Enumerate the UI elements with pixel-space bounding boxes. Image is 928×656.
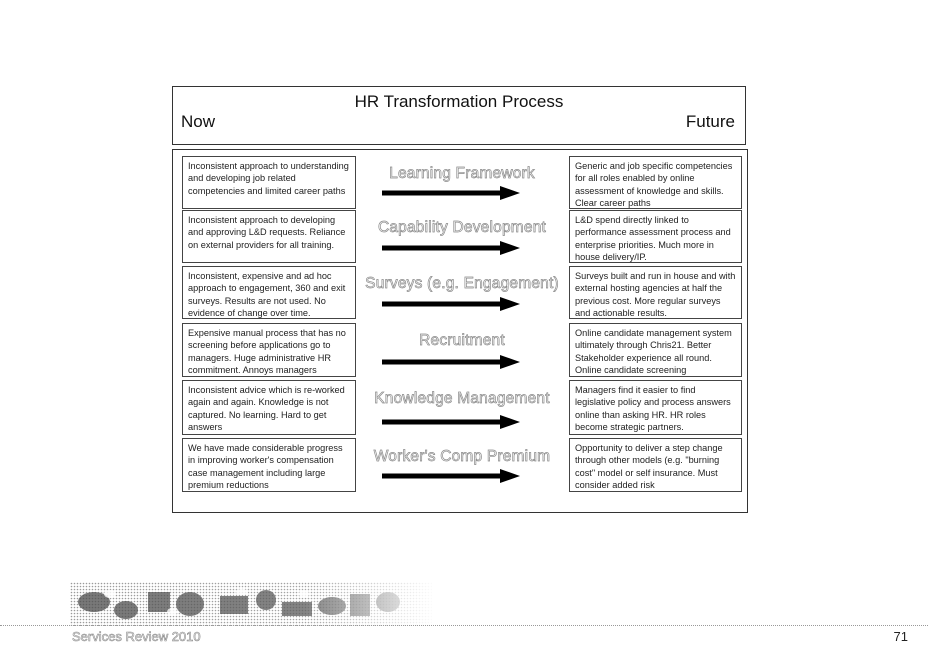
future-cell-learning: Generic and job specific competencies for all roles enabled by online assessment of knowledge and skills. Clear career paths xyxy=(569,156,742,209)
arrow-right-icon xyxy=(382,415,520,429)
now-cell-learning: Inconsistent approach to understanding and developing job related competencies and limited career paths xyxy=(182,156,356,209)
page-number: 71 xyxy=(893,629,908,644)
footer-divider xyxy=(0,625,928,626)
footer-title: Services Review 2010 xyxy=(72,629,201,644)
arrow-right-icon xyxy=(382,186,520,200)
process-label-surveys: Surveys (e.g. Engagement) xyxy=(365,275,559,292)
header-box xyxy=(172,86,746,145)
future-cell-workers-comp: Opportunity to deliver a step change through other models (e.g. "burning cost" model or self insurance. Must consider added risk xyxy=(569,438,742,492)
process-label-learning: Learning Framework xyxy=(389,165,535,182)
now-cell-knowledge: Inconsistent advice which is re-worked again and again. Knowledge is not captured. No learning. Hard to get answers xyxy=(182,380,356,435)
arrow-right-icon xyxy=(382,241,520,255)
process-label-knowledge: Knowledge Management xyxy=(374,390,550,407)
future-cell-recruitment: Online candidate management system ultimately through Chris21. Better Stakeholder experience all round. Online candidate screening xyxy=(569,323,742,377)
now-cell-workers-comp: We have made considerable progress in improving worker's compensation case management including large premium reductions xyxy=(182,438,356,492)
process-label-recruitment: Recruitment xyxy=(419,332,505,349)
future-label: Future xyxy=(685,112,735,131)
now-cell-capability: Inconsistent approach to developing and approving L&D requests. Reliance on external providers for all training. xyxy=(182,210,356,263)
process-label-workers-comp: Worker's Comp Premium xyxy=(373,448,551,465)
process-label-capability: Capability Development xyxy=(377,219,547,236)
page-title: HR Transformation Process xyxy=(354,92,564,111)
now-label: Now xyxy=(181,112,216,131)
arrow-right-icon xyxy=(382,297,520,311)
future-cell-surveys: Surveys built and run in house and with external hosting agencies at half the previous cost. More regular surveys and actionable results. xyxy=(569,266,742,319)
now-cell-recruitment: Expensive manual process that has no screening before applications go to managers. Huge administrative HR commitment. Annoys managers xyxy=(182,323,356,377)
future-cell-knowledge: Managers find it easier to find legislative policy and process answers online than asking HR. HR roles become strategic partners. xyxy=(569,380,742,435)
now-cell-surveys: Inconsistent, expensive and ad hoc approach to engagement, 360 and exit surveys. Results are not used. No evidence of change over time. xyxy=(182,266,356,319)
arrow-right-icon xyxy=(382,469,520,483)
footer-photo-strip xyxy=(70,582,432,626)
future-cell-capability: L&D spend directly linked to performance assessment process and enterprise priorities. Much more in house delivery/IP. xyxy=(569,210,742,263)
arrow-right-icon xyxy=(382,355,520,369)
